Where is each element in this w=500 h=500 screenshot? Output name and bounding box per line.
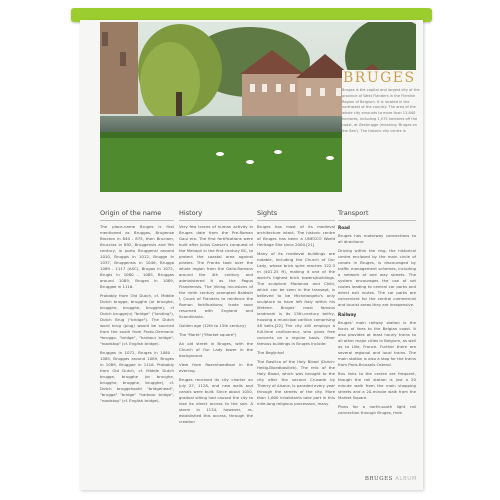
sidebar-title: BRUGES xyxy=(343,70,416,86)
column-heading: Origin of the name xyxy=(100,192,174,221)
document-page xyxy=(80,20,423,490)
column-transport xyxy=(338,192,416,472)
paragraph: Bruges has motorway connections to all directions: xyxy=(338,233,416,244)
paragraph: Plans for a north-south light rail connection through Bruges, from xyxy=(338,404,416,415)
paragraph: Bruggas in 1072, Bruges in 1080 - 1085, Bruggas around 1089, Bruges in 1089, Bruggae in 1116. Probably from Old Dutch, cf. Middle Dutch brugge, brugghe (or brucghe, brugghe, brugghe, brugghe), cf. Dutch bruggehoofd "bridgehead", "brugge" "bridge" "harbour bridge", "roadstop" (cf. English bridge). xyxy=(100,350,174,403)
column-heading: Sights xyxy=(257,192,335,221)
paragraph: Bus links to the centre are frequent, though the rail station is just a 20 minute walk from the main shopping streets and a 20-minute walk from the Market Square. xyxy=(338,371,416,400)
paragraph: Golden age (12th to 15th century) xyxy=(179,323,246,328)
subheading-railway: Railway xyxy=(338,312,357,317)
column-heading: Transport xyxy=(338,192,416,221)
subheading-road: Road xyxy=(338,225,350,230)
intro-sidebar xyxy=(342,70,420,192)
sidebar-text: Bruges is the capital and largest city of the province of West Flanders in the Flemish Region of Belgium. It is located in the northwest of the country. The area of the whole city amounts to more than 13,840 hectares, including 1,075 hectares off the coast, at Zeebrugge (meaning 'Bruges on the Sea'). The historic city centre is xyxy=(342,88,420,133)
column-origin xyxy=(100,192,174,472)
footer-subtitle: ALBUM xyxy=(395,476,417,482)
paragraph: Driving within the ring, the historical centre enclosed by the main circle of canals in Bruges, is discouraged by traffic management schemes, including a network of one way streets. The system encourages the use of set routes leading to central car parks and direct exit routes. The car parks are convenient for the central commercial and tourist areas they are inexpensive. xyxy=(338,248,416,307)
paragraph: Bruges received its city charter on July 27, 1128, and new walls and canals were built. Since about 1050, gradual silting had caused the city to lose its direct access to the sea. A storm in 1134, however, re-established this access, through the creation xyxy=(179,377,253,424)
column-history xyxy=(179,192,253,472)
column-heading: History xyxy=(179,192,253,221)
paragraph: Very few traces of human activity in Bruges date from the Pre-Roman Gaul era. The first fortifications were built after Julius Caesar's conquest of the Menapii in the first century BC, to protect the coastal area against pirates. The Franks took over the whole region from the Gallo-Romans around the 4th century and administered it as the Pagus Flandrensis. The Viking incursions of the ninth century prompted Baldwin I, Count of Flanders to reinforce the Roman fortifications; trade soon resumed with England and Scandinavia. xyxy=(179,224,253,319)
paragraph: Bruges' main railway station is the focus of lines to the Belgian coast. It also provides at least hourly trains to all other major cities in Belgium, as well as to Lille, France. Further there are several regional and local trains. The main station is also a stop for the trains from Paris-Brussels-Ostend. xyxy=(338,320,416,367)
column-sights xyxy=(257,192,335,472)
paragraph: Bruges has most of its medieval architecture intact. The historic centre of Bruges has been a UNESCO World Heritage Site since 2000.[21] xyxy=(257,224,335,247)
paragraph: The 'Markt' ("Market square") xyxy=(179,332,237,337)
paragraph: View from Rozenhoedkaai in the evening. xyxy=(179,362,253,373)
paragraph: The place-name Bruges is first mentioned as Bruggas, Brugense Brocton in 840 - 875, then Bruciam, Bruccias in 892, Bruggensis and 9th century, in portu Bruggensi around 1010, Bruggis in 1012, Brugge in 1037, Bruggensis in 1046, Brugga 1089 - 1117 (ASC), Brugas in 1072, Brugis in 1080 - 1085, Bruggas around 1089, Bruges in 1089, Bruggae in 1116. xyxy=(100,224,174,289)
paragraph: The Begijnhof xyxy=(257,350,284,355)
paragraph: Probably from Old Dutch, cf. Middle Dutch brugge, brugghe (or brucghe, brugghe, brugghe, brugghe), cf Dutch brugge(n) "bridge" ("landing"), Dutch Brug ("bridge"). The Dutch word brug (plug) would be sourced from the south from Proto-Germanic *bruggo- "bridge", "harbour bridge", "roadstop" (cf. English bridge). xyxy=(100,293,174,346)
page-footer xyxy=(337,476,417,482)
paragraph: The Basilica of the Holy Blood (Dutch: Heilig-Bloedbasiliek). The relic of the Holy Blood, which was brought to the city after the second Crusade by Thierry of Alsace, is paraded every year through the streets of the city. More than 1,600 inhabitants take part in this mile-long religious procession, many xyxy=(257,359,335,406)
paragraph: An old street in Bruges, with the Church of Our Lady tower in the background. xyxy=(179,341,253,358)
paragraph: Many of its medieval buildings are notable, including the Church of Our Lady, whose brick spire reaches 122.3 m (401.25 ft), making it one of the world's highest brick towers/buildings. The sculpture Madonna and Child, which can be seen in the transept, is believed to be Michelangelo's only sculpture to have left Italy within his lifetime. Bruges' most famous landmark is its 13th-century belfry, housing a municipal carillon comprising 48 bells.[22] The city still employs a full-time carillonneur, who gives free concerts on a regular basis. Other famous buildings in Bruges include: xyxy=(257,251,335,346)
footer-title: BRUGES xyxy=(364,476,393,482)
